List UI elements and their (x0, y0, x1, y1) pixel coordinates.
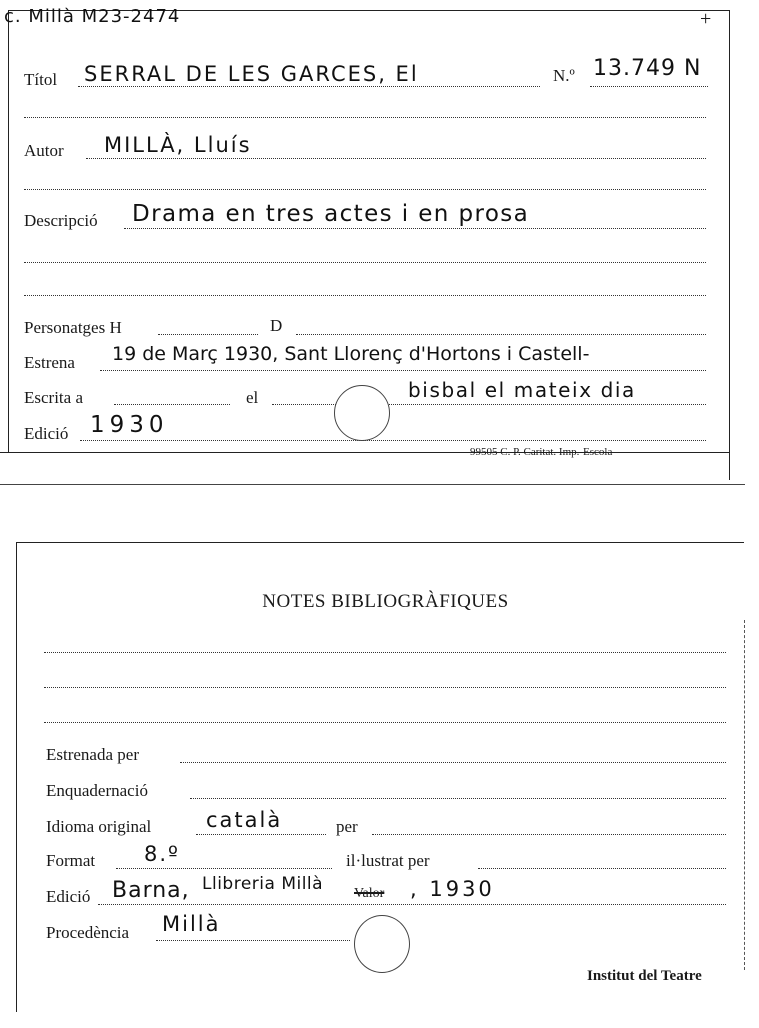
card-bottom-edge (0, 484, 745, 485)
card-right-border (729, 10, 730, 480)
illustrat-line (478, 868, 726, 869)
blank-line-1 (24, 117, 706, 118)
personatges-h-line (158, 334, 258, 335)
autor-label: Autor (24, 141, 64, 160)
card-left-border (8, 10, 9, 452)
escrita-el-label: el (246, 388, 259, 407)
edicio-struck: Valor (354, 886, 385, 901)
procedencia-label: Procedència (46, 923, 130, 942)
personatges-d-line (296, 334, 706, 335)
num-value: 13.749 N (593, 56, 702, 81)
edicio2-line (98, 904, 726, 905)
corner-note: c. Millà M23-2474 (4, 6, 181, 27)
estrenada-label: Estrenada per (46, 745, 139, 764)
punch-hole-2 (354, 915, 410, 973)
format-line (116, 868, 332, 869)
edicio-value: 1930 (90, 412, 169, 438)
format-label: Format (46, 851, 96, 870)
idioma-per-label: per (336, 817, 358, 836)
notes-line-1 (44, 652, 726, 653)
notes-heading: NOTES BIBLIOGRÀFIQUES (262, 591, 509, 612)
titol-line (78, 86, 540, 87)
idioma-per-line (372, 834, 726, 835)
printer-credit: 99505 C. P. Caritat. Imp.-Escola (470, 446, 613, 458)
notes-line-3 (44, 722, 726, 723)
blank-line-2 (24, 189, 706, 190)
format-value: 8.º (144, 842, 180, 866)
escrita-a-line (114, 404, 230, 405)
descripcio-value: Drama en tres actes i en prosa (132, 201, 530, 227)
procedencia-line (156, 940, 350, 941)
edicio-line (80, 440, 706, 441)
card-bottom-border (0, 452, 730, 453)
edicio-city: Barna, (112, 878, 190, 903)
descripcio-line (124, 228, 706, 229)
illustrat-label: il·lustrat per (346, 851, 430, 870)
personatges-d-label: D (270, 316, 283, 335)
idioma-line (196, 834, 326, 835)
num-label: N.º (553, 66, 575, 85)
edicio-publisher: Llibreria Millà (202, 874, 324, 894)
estrenada-line (180, 762, 726, 763)
edicio-label: Edició (24, 424, 69, 443)
enquadernacio-label: Enquadernació (46, 781, 148, 800)
idioma-value: català (206, 808, 283, 832)
card2-top-border (16, 542, 744, 543)
estrena-value: 19 de Març 1930, Sant Llorenç d'Hortons i Castell- (112, 343, 590, 365)
notes-line-2 (44, 687, 726, 688)
blank-line-3 (24, 262, 706, 263)
plus-mark: + (700, 8, 712, 30)
titol-label: Títol (24, 70, 58, 89)
card2-right-border (744, 620, 745, 970)
estrena-line (100, 370, 706, 371)
edicio2-label: Edició (46, 887, 91, 906)
estrena-label: Estrena (24, 353, 75, 372)
titol-value: SERRAL DE LES GARCES, El (84, 62, 419, 86)
blank-line-4 (24, 295, 706, 296)
idioma-label: Idioma original (46, 817, 152, 836)
autor-value: MILLÀ, Lluís (104, 133, 252, 157)
num-line (590, 86, 708, 87)
punch-hole (334, 385, 390, 441)
personatges-label: Personatges H (24, 318, 122, 337)
escrita-label: Escrita a (24, 388, 83, 407)
escrita-value: bisbal el mateix dia (408, 378, 636, 402)
autor-line (86, 158, 706, 159)
institution-label: Institut del Teatre (587, 968, 702, 984)
edicio-year: , 1930 (410, 877, 495, 901)
procedencia-value: Millà (162, 912, 221, 936)
enquadernacio-line (190, 798, 726, 799)
descripcio-label: Descripció (24, 211, 98, 230)
